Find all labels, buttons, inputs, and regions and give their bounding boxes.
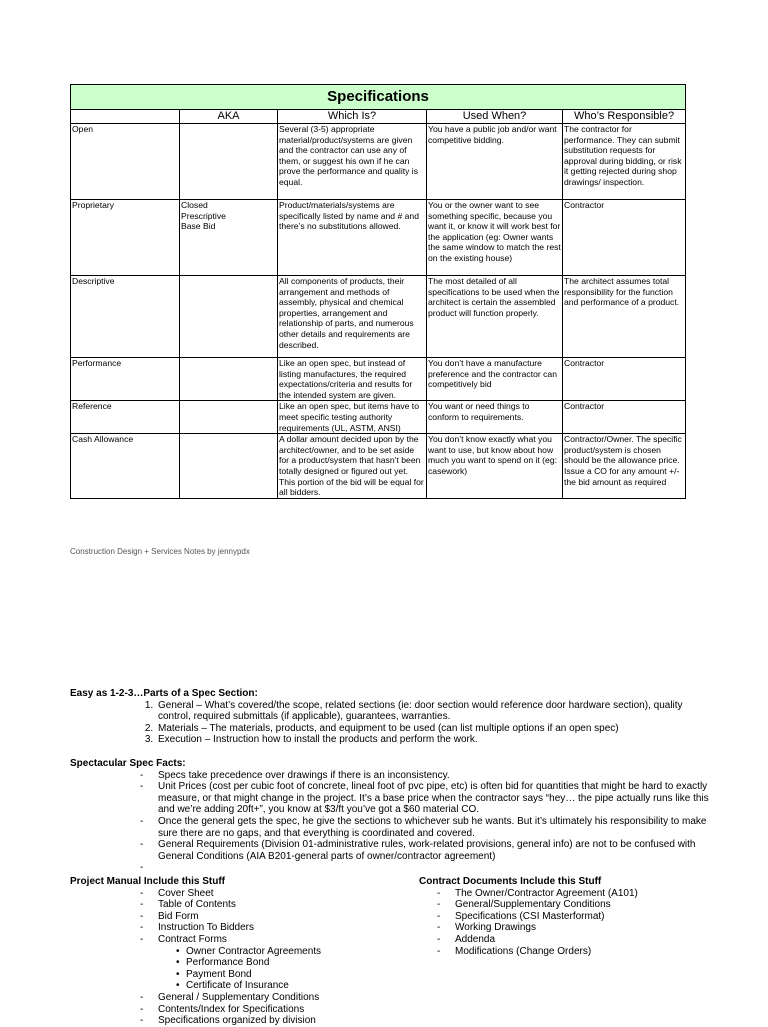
- row-aka: [180, 276, 278, 358]
- row-who: Contractor/Owner. The specific product/system is chosen should be the allowance price. Issue a CO for any amount +/- the bid amount as required: [563, 434, 686, 499]
- contract-documents-list: [419, 888, 719, 958]
- notes-section: [70, 688, 710, 862]
- list-item: - General/Supplementary Conditions: [437, 899, 719, 911]
- row-who: Contractor: [563, 401, 686, 434]
- list-item: - Cover Sheet: [140, 888, 400, 900]
- list-item: - Unit Prices (cost per cubic foot of concrete, lineal foot of pvc pipe, etc) is often bid for quantities that might be hard to exactly measure, or that might change in the project. It’s a base price when the contractor says “hey… the pipe actually runs like this and we’re adding 20ft+”, you know at $3/ft you’ve got a $60 material CO.: [140, 781, 710, 816]
- list-item: 2. Materials – The materials, products, and equipment to be used (can list multiple options if an open spec): [156, 723, 710, 735]
- list-item: • Owner Contractor Agreements: [176, 946, 400, 958]
- row-which: A dollar amount decided upon by the architect/owner, and to be set aside for a product/system that hasn’t been totally designed or figured out yet. This portion of the bid will be equal for all bidders.: [278, 434, 427, 499]
- list-item: - Specifications (CSI Masterformat): [437, 911, 719, 923]
- row-who: The contractor for performance. They can submit substitution requests for approval during bidding, or risk it getting rejected during shop drawings/ inspection.: [563, 124, 686, 200]
- row-when: You don’t know exactly what you want to use, but know about how much you want to spend on it (eg: casework): [427, 434, 563, 499]
- row-which: Product/materials/systems are specifically listed by name and # and there’s no substitutions allowed.: [278, 200, 427, 276]
- parts-heading: Easy as 1-2-3…Parts of a Spec Section:: [70, 688, 258, 699]
- row-which: Like an open spec, but items have to meet specific testing authority requirements (UL, ASTM, ANSI): [278, 401, 427, 434]
- row-who: Contractor: [563, 200, 686, 276]
- list-item: - General Requirements (Division 01-administrative rules, work-related provisions, general info) are not to be confused with General Conditions (AIA B201-general parts of owner/contractor agreement): [140, 839, 710, 862]
- row-aka: [180, 401, 278, 434]
- header-responsible: Who’s Responsible?: [563, 110, 686, 124]
- row-which: All components of products, their arrangement and methods of assembly, physical and chemical properties, arrangement and relationship of parts, and numerous other details and requirements are described.: [278, 276, 427, 358]
- list-item: • Certificate of Insurance: [176, 980, 400, 992]
- row-when: You don’t have a manufacture preference and the contractor can competitively bid: [427, 358, 563, 401]
- list-item: - Bid Form: [140, 911, 400, 923]
- row-which: Several (3-5) appropriate material/product/systems are given and the contractor can use any of them, or suggest his own if he can prove the performance and quality is equal.: [278, 124, 427, 200]
- list-item: - Specifications organized by division: [140, 1015, 400, 1027]
- row-when: The most detailed of all specifications to be used when the architect is certain the assembled product will function properly.: [427, 276, 563, 358]
- list-item: 1. General – What’s covered/the scope, related sections (ie: door section would reference door hardware section), quality control, required submittals (if applicable), guarantees, warranties.: [156, 700, 710, 723]
- contract-forms-sublist: [70, 946, 400, 992]
- list-item: - Specs take precedence over drawings if there is an inconsistency.: [140, 770, 710, 782]
- row-type: Proprietary: [71, 200, 180, 276]
- contract-documents-heading: Contract Documents Include this Stuff: [419, 876, 602, 887]
- parts-list: [70, 700, 710, 746]
- project-manual-list-continued: [70, 992, 400, 1027]
- row-when: You have a public job and/or want competitive bidding.: [427, 124, 563, 200]
- project-manual-list: [70, 888, 400, 946]
- list-item: - Once the general gets the spec, he give the sections to whichever sub he wants. But it’s ultimately his responsibility to make sure there are no gaps, and that everything is coordinated and covered.: [140, 816, 710, 839]
- header-which-is: Which Is?: [278, 110, 427, 124]
- row-aka: Closed Prescriptive Base Bid: [180, 200, 278, 276]
- row-which: Like an open spec, but instead of listing manufactures, the required expectations/criteria and results for the intended system are given.: [278, 358, 427, 401]
- row-type: Cash Allowance: [71, 434, 180, 499]
- row-when: You or the owner want to see something specific, because you want it, or know it will work best for the application (eg: Owner wants the same window to match the rest on the existing house): [427, 200, 563, 276]
- facts-list: [70, 770, 710, 863]
- table-row: [71, 124, 686, 200]
- row-aka: [180, 434, 278, 499]
- row-who: Contractor: [563, 358, 686, 401]
- table-header-row: [71, 110, 686, 124]
- project-manual-heading: Project Manual Include this Stuff: [70, 876, 226, 887]
- table-row: [71, 434, 686, 499]
- row-aka: [180, 358, 278, 401]
- list-item: 3. Execution – Instruction how to install the products and perform the work.: [156, 734, 710, 746]
- footer-note: Construction Design + Services Notes by jennypdx: [70, 547, 250, 556]
- list-item: • Performance Bond: [176, 957, 400, 969]
- project-manual-section: [70, 876, 400, 1027]
- list-item: - Working Drawings: [437, 922, 719, 934]
- row-who: The architect assumes total responsibility for the function and performance of a product.: [563, 276, 686, 358]
- list-item: - Contents/Index for Specifications: [140, 1004, 400, 1016]
- table-row: [71, 276, 686, 358]
- row-type: Open: [71, 124, 180, 200]
- contract-documents-section: [419, 876, 719, 957]
- list-item: - Contract Forms: [140, 934, 400, 946]
- row-type: Descriptive: [71, 276, 180, 358]
- table-row: [71, 200, 686, 276]
- table-row: [71, 401, 686, 434]
- row-type: Reference: [71, 401, 180, 434]
- list-item: - General / Supplementary Conditions: [140, 992, 400, 1004]
- facts-heading: Spectacular Spec Facts:: [70, 757, 186, 769]
- list-item: - Modifications (Change Orders): [437, 946, 719, 958]
- row-type: Performance: [71, 358, 180, 401]
- specifications-table: [70, 84, 686, 499]
- list-item: • Payment Bond: [176, 969, 400, 981]
- table-title: Specifications: [71, 85, 686, 110]
- table-row: [71, 358, 686, 401]
- header-used-when: Used When?: [427, 110, 563, 124]
- list-item: - Table of Contents: [140, 899, 400, 911]
- row-aka: [180, 124, 278, 200]
- header-type: [71, 110, 180, 124]
- row-when: You want or need things to conform to requirements.: [427, 401, 563, 434]
- list-item: - Addenda: [437, 934, 719, 946]
- table-title-row: [71, 85, 686, 110]
- list-item: - Instruction To Bidders: [140, 922, 400, 934]
- list-item: - The Owner/Contractor Agreement (A101): [437, 888, 719, 900]
- header-aka: AKA: [180, 110, 278, 124]
